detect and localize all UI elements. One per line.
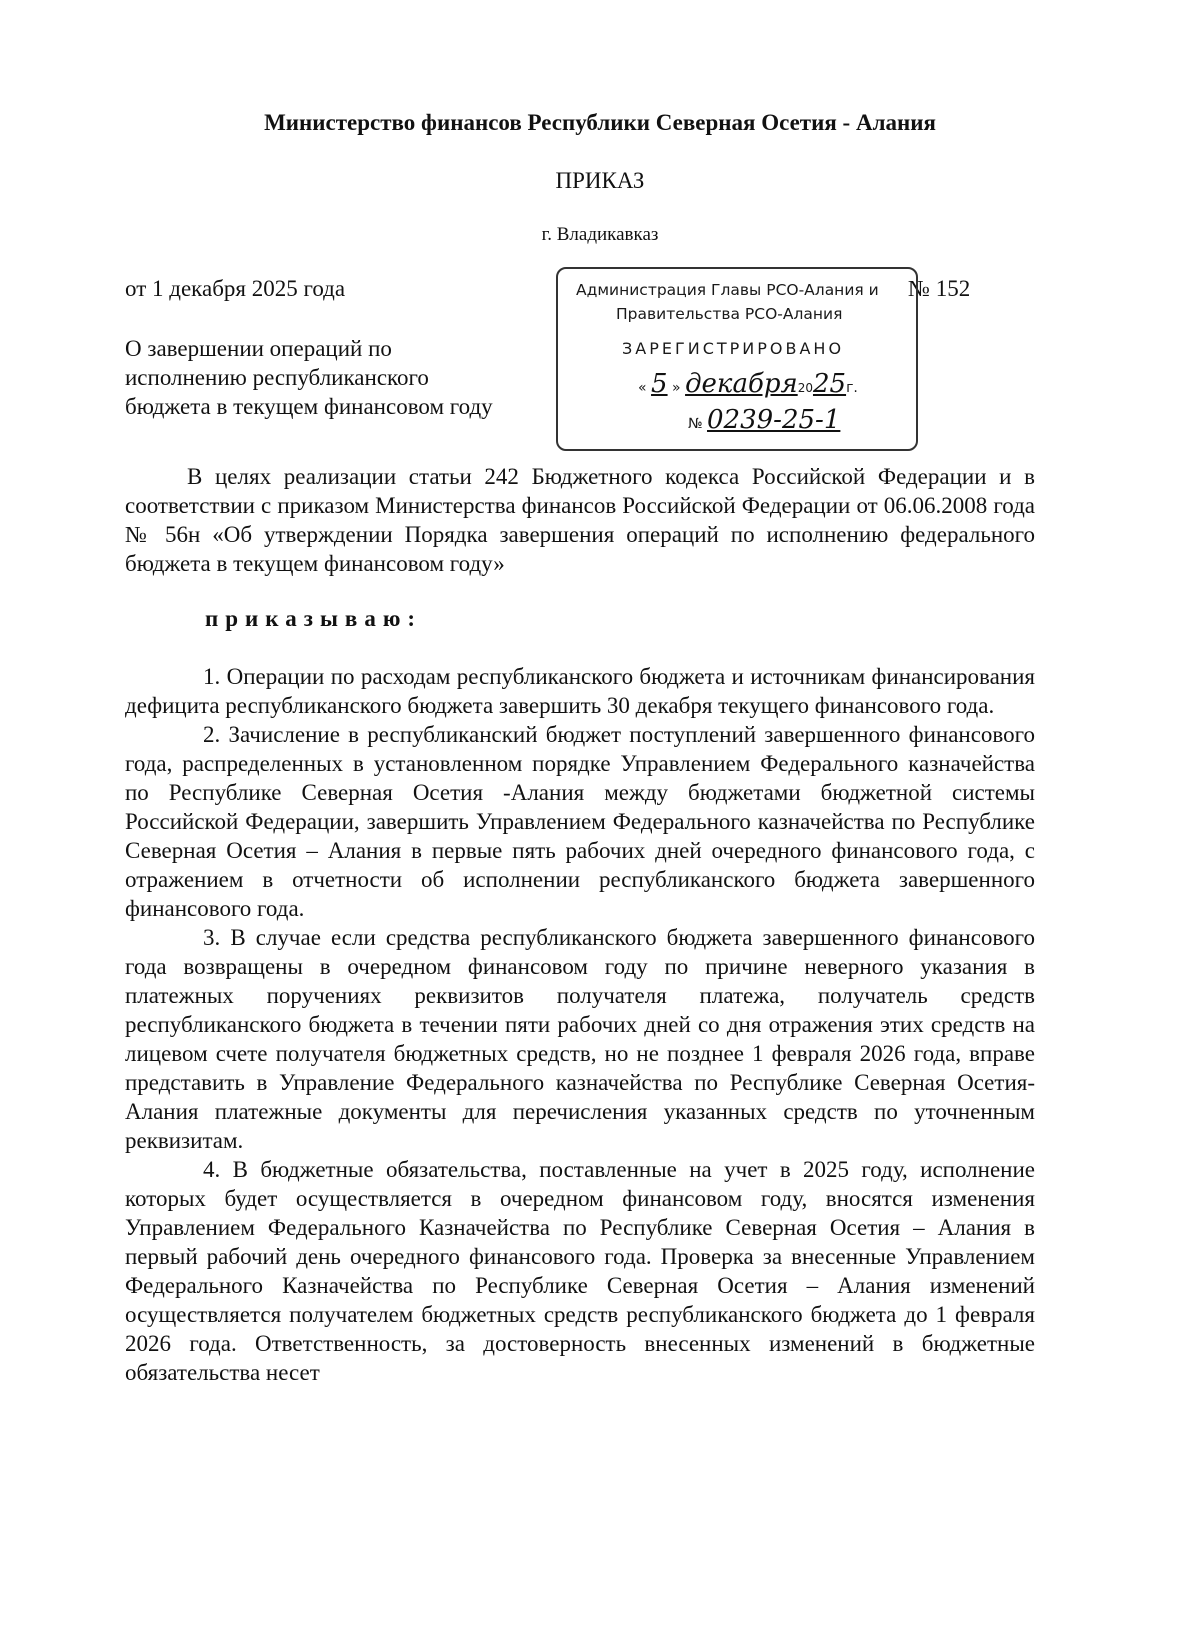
registration-stamp (556, 267, 918, 451)
stamp-number-value: 0239-25-1 (707, 405, 841, 435)
stamp-date-year-unit: г. (846, 380, 858, 396)
ministry-title: Министерство финансов Республики Северная Осетия - Алания (264, 110, 936, 135)
preamble (125, 462, 1035, 578)
subject-line: бюджета в текущем финансовом году (125, 394, 493, 419)
order-point: 1. Операции по расходам республиканского бюджета и источникам финансирования дефицита республиканского бюджета завершить 30 декабря текущего финансового года. (125, 664, 1035, 718)
order-subject (125, 334, 545, 421)
subject-line: О завершении операций по (125, 336, 392, 361)
stamp-date-quote: » (672, 380, 681, 396)
stamp-date (638, 369, 858, 399)
order-number: № 152 (908, 276, 971, 301)
stamp-date-month: декабря (685, 369, 798, 399)
stamp-registered-label: ЗАРЕГИСТРИРОВАНО (622, 339, 845, 358)
stamp-date-quote: « (638, 380, 647, 396)
city: г. Владикавказ (541, 224, 659, 245)
order-point: 2. Зачисление в республиканский бюджет поступлений завершенного финансового года, распределенных в установленном порядке Управлением Федерального казначейства по Республике Северная Осетия -Алания между бюджетами бюджетной системы Российской Федерации, завершить Управлением Федерального казначейства по Республике Северная Осетия – Алания в первые пять рабочих дней очередного финансового года, с отражением в отчетности об исполнении республиканского бюджета завершенного финансового года. (125, 722, 1035, 921)
order-points (125, 662, 1035, 1387)
order-point: 3. В случае если средства республиканского бюджета завершенного финансового года возвращены в очередном финансовом году по причине неверного указания в платежных поручениях реквизитов получателя платежа, получатель средств республиканского бюджета в течении пяти рабочих дней со дня отражения этих средств на лицевом счете получателя бюджетных средств, но не позднее 1 февраля 2026 года, вправе представить в Управление Федерального казначейства по Республике Северная Осетия-Алания платежные документы для перечисления указанных средств по уточненным реквизитам. (125, 925, 1035, 1153)
subject-line: исполнению республиканского (125, 365, 429, 390)
stamp-reg-number (688, 405, 840, 435)
preamble-paragraph: В целях реализации статьи 242 Бюджетного кодекса Российской Федерации и в соответствии с приказом Министерства финансов Российской Федерации от 06.06.2008 года № 56н «Об утверждении Порядка завершения операций по исполнению федерального бюджета в текущем финансовом году» (125, 464, 1035, 576)
stamp-date-day: 5 (651, 369, 668, 399)
stamp-org-line: Правительства РСО-Алания (616, 305, 843, 323)
order-point: 4. В бюджетные обязательства, поставленные на учет в 2025 году, исполнение которых будет осуществляется в очередном финансовом году, вносятся изменения Управлением Федерального Казначейства по Республике Северная Осетия – Алания в первый рабочий день очередного финансового года. Проверка за внесенные Управлением Федерального Казначейства по Республике Северная Осетия – Алания изменений осуществляется получателем бюджетных средств республиканского бюджета до 1 февраля 2026 года. Ответственность, за достоверность внесенных изменений в бюджетные обязательства несет (125, 1157, 1035, 1385)
stamp-number-prefix: № (688, 416, 703, 432)
decree-word: приказываю: (205, 606, 423, 631)
stamp-date-year-prefix: 20 (797, 381, 813, 395)
stamp-org-line: Администрация Главы РСО-Алания и (576, 281, 879, 299)
stamp-date-year-suffix: 25 (812, 369, 847, 399)
document-type: ПРИКАЗ (555, 168, 645, 193)
order-date: от 1 декабря 2025 года (125, 276, 346, 301)
